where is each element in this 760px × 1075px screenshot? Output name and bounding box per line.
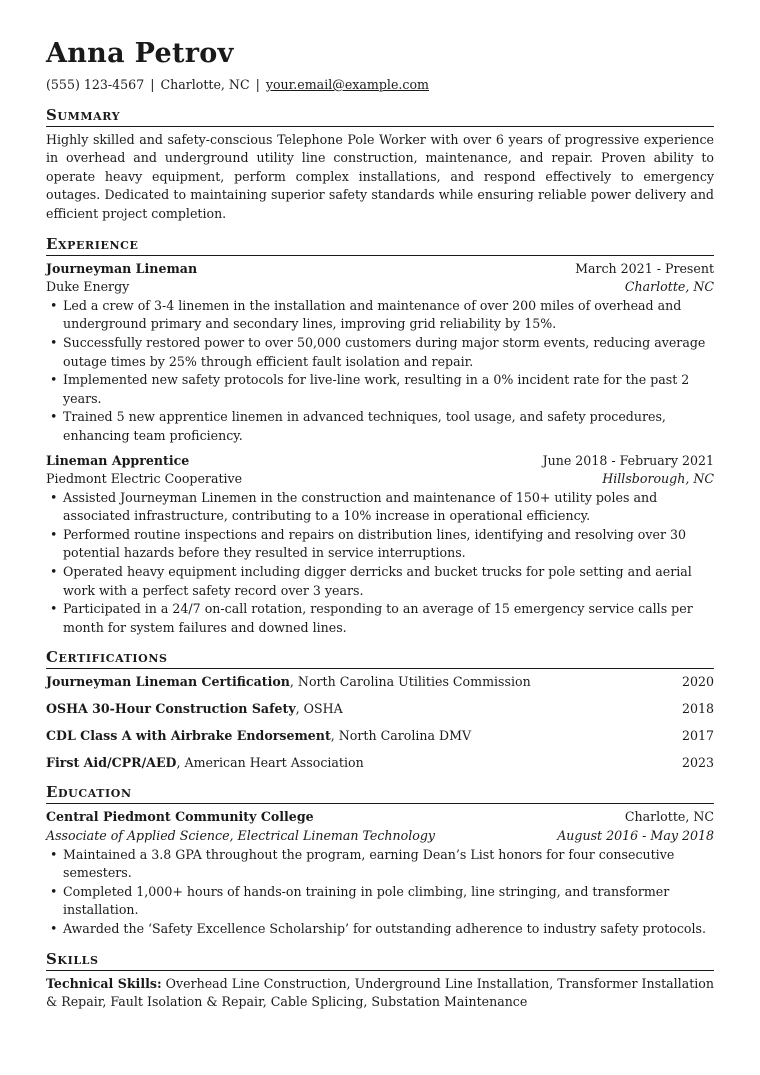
certification-name: CDL Class A with Airbrake Endorsement	[46, 728, 331, 743]
job-dates: March 2021 - Present	[575, 260, 714, 276]
section-title-certifications: Certifications	[46, 647, 714, 669]
skills-list: Overhead Line Construction, Underground Line Installation, Transformer Installation & Repair, Fault Isolation & Repair, Cable Splicing, Substation Maintenance	[46, 975, 714, 1010]
certification-issuer: , American Heart Association	[176, 754, 364, 770]
location: Charlotte, NC	[160, 77, 250, 92]
certification-row	[46, 673, 714, 692]
certification-year: 2018	[681, 701, 714, 717]
bullet-item: • Successfully restored power to over 50,000 customers during major storm events, reducing average outage times by 25% through efficient fault isolation and repair.	[46, 334, 714, 371]
certification-issuer: , OSHA	[295, 701, 343, 717]
candidate-name: Anna Petrov	[46, 38, 234, 69]
contact-separator: |	[255, 77, 260, 92]
phone-number: (555) 123-4567	[46, 77, 145, 92]
certification-year: 2020	[681, 674, 714, 690]
certification-name: Journeyman Lineman Certification	[46, 674, 290, 690]
bullet-item: • Performed routine inspections and repairs on distribution lines, identifying and resolving over 30 potential hazards before they resulted in service interruptions.	[46, 526, 714, 563]
certification-row	[46, 700, 714, 719]
contact-line	[46, 76, 714, 95]
section-title-experience: Experience	[46, 234, 714, 256]
experience-section	[46, 234, 714, 638]
resume-page	[46, 38, 714, 1012]
email-link[interactable]: your.email@example.com	[265, 77, 429, 92]
contact-separator: |	[150, 77, 155, 92]
education-bullets	[46, 846, 714, 939]
bullet-item: • Maintained a 3.8 GPA throughout the program, earning Dean’s List honors for four consecutive semesters.	[46, 846, 714, 883]
skills-line	[46, 975, 714, 1012]
school-name: Central Piedmont Community College	[46, 809, 314, 825]
certification-name: First Aid/CPR/AED	[46, 754, 177, 770]
certification-year: 2017	[681, 728, 714, 743]
education-section	[46, 782, 714, 938]
skills-label: Technical Skills:	[46, 975, 162, 991]
company-name: Piedmont Electric Cooperative	[46, 471, 243, 487]
company-name: Duke Energy	[46, 279, 130, 295]
school-location: Charlotte, NC	[624, 809, 714, 825]
job-bullets	[46, 297, 714, 446]
job-bullets	[46, 489, 714, 638]
section-title-education: Education	[46, 782, 714, 804]
job-dates: June 2018 - February 2021	[542, 452, 714, 468]
certification-issuer: , North Carolina Utilities Commission	[289, 674, 531, 690]
bullet-item: • Operated heavy equipment including digger derricks and bucket trucks for pole setting and aerial work with a perfect safety record over 3 years.	[46, 563, 714, 600]
education-dates: August 2016 - May 2018	[557, 827, 714, 843]
experience-entry	[46, 452, 714, 638]
bullet-item: • Assisted Journeyman Linemen in the construction and maintenance of 150+ utility poles and associated infrastructure, contributing to a 10% increase in operational efficiency.	[46, 489, 714, 526]
bullet-item: • Completed 1,000+ hours of hands-on training in pole climbing, line stringing, and transformer installation.	[46, 883, 714, 920]
section-title-summary: Summary	[46, 105, 714, 127]
summary-section	[46, 105, 714, 224]
job-title: Journeyman Lineman	[46, 260, 198, 276]
bullet-item: • Awarded the ‘Safety Excellence Scholarship’ for outstanding adherence to industry safety protocols.	[46, 920, 714, 939]
bullet-item: • Trained 5 new apprentice linemen in advanced techniques, tool usage, and safety procedures, enhancing team proficiency.	[46, 408, 714, 445]
bullet-item: • Led a crew of 3-4 linemen in the installation and maintenance of over 200 miles of overhead and underground primary and secondary lines, improving grid reliability by 15%.	[46, 297, 714, 334]
summary-text: Highly skilled and safety-conscious Telephone Pole Worker with over 6 years of progressive experience in overhead and underground utility line construction, maintenance, and repair. Proven ability to operate heavy equipment, perform complex installations, and respond effectively to emergency outages. Dedicated to maintaining superior safety standards while ensuring reliable power delivery and efficient project completion.	[46, 131, 714, 221]
job-location: Hillsborough, NC	[602, 471, 714, 487]
experience-entry	[46, 260, 714, 446]
skills-section	[46, 949, 714, 1012]
bullet-item: • Implemented new safety protocols for live-line work, resulting in a 0% incident rate for the past 2 years.	[46, 371, 714, 408]
degree-name: Associate of Applied Science, Electrical Lineman Technology	[46, 827, 435, 843]
certification-issuer: , North Carolina DMV	[330, 728, 472, 743]
bullet-item: • Participated in a 24/7 on-call rotation, responding to an average of 15 emergency service calls per month for system failures and downed lines.	[46, 600, 714, 637]
certification-name: OSHA 30-Hour Construction Safety	[46, 701, 296, 717]
certification-row	[46, 727, 714, 746]
section-title-skills: Skills	[46, 949, 714, 971]
job-location: Charlotte, NC	[624, 279, 714, 295]
job-title: Lineman Apprentice	[46, 452, 190, 468]
certification-year: 2023	[681, 754, 714, 770]
certifications-section	[46, 647, 714, 772]
certification-row	[46, 754, 714, 773]
